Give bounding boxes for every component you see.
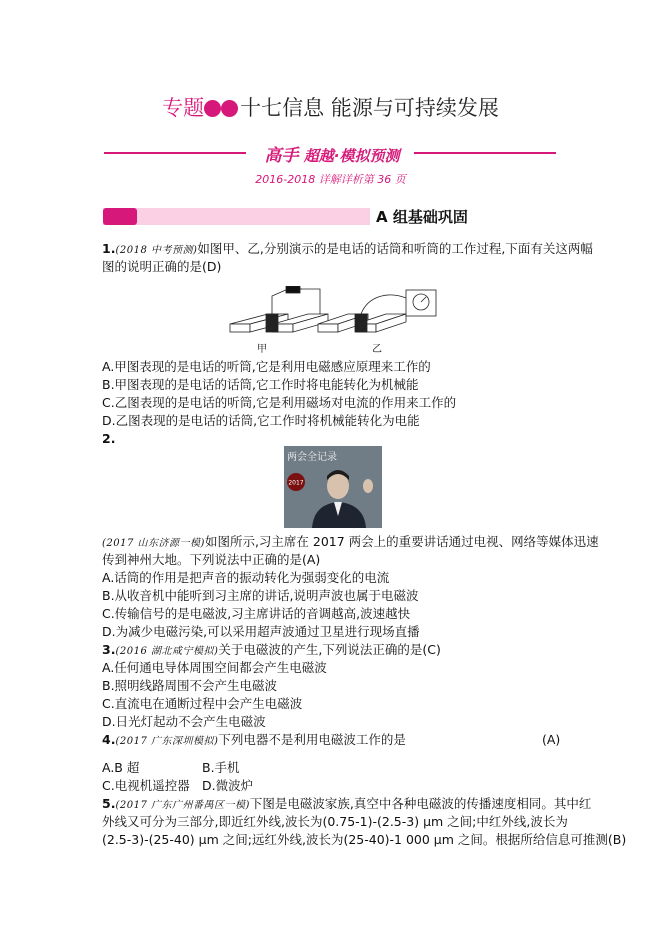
q3-option-b: B.照明线路周围不会产生电磁波: [102, 678, 278, 693]
q5-stem-line2: 外线又可分为三部分,即近红外线,波长为(0.75-1)-(2.5-3) μm 之间;中红外线,波长为: [102, 814, 568, 829]
q4-option-c: C.电视机遥控器: [102, 778, 190, 793]
banner-rule-right: [414, 152, 556, 154]
section-pill: [103, 208, 137, 225]
q1-option-d: D.乙图表现的是电话的话筒,它工作时将机械能转化为电能: [102, 413, 420, 428]
q1-stem-line2: 图的说明正确的是(D): [102, 259, 222, 274]
photo-caption: 两会全记录: [287, 452, 337, 463]
banner: [104, 141, 556, 166]
q4-option-b: B.手机: [202, 760, 240, 775]
photo-year: 2017: [288, 479, 304, 487]
news-photo: [284, 446, 382, 528]
banner-logo: 高手: [264, 146, 299, 166]
q3-option-a: A.任何通电导体周围空间都会产生电磁波: [102, 660, 327, 675]
q3-stem: 3.(2016 湖北咸宁模拟)关于电磁波的产生,下列说法正确的是(C): [102, 642, 441, 657]
title-dot-icon: [204, 100, 221, 117]
q5-stem-line3: (2.5-3)-(25-40) μm 之间;远红外线,波长为(25-40)-1 000 μm 之间。根据所给信息可推测(B): [102, 832, 627, 847]
q5-stem-line1: 5.(2017 广东广州番禺区一模)下图是电磁波家族,真空中各种电磁波的传播速度相同。其中红: [102, 796, 592, 811]
q2-stem-line2: 传到神州大地。下列说法中正确的是(A): [102, 552, 321, 567]
title-dot-icon: [221, 100, 238, 117]
q2-stem-line1: (2017 山东济源一模)如图所示,习主席在 2017 两会上的重要讲话通过电视、网络等媒体迅速: [102, 534, 599, 549]
q4-stem: 4.(2017 广东深圳模拟)下列电器不是利用电磁波工作的是: [102, 732, 406, 747]
q3-option-c: C.直流电在通断过程中会产生电磁波: [102, 696, 303, 711]
q2-option-b: B.从收音机中能听到习主席的讲话,说明声波也属于电磁波: [102, 588, 419, 603]
figure-yi: [318, 290, 436, 332]
title-text: 十七信息 能源与可持续发展: [240, 96, 499, 120]
q1-option-a: A.甲图表现的是电话的听筒,它是利用电磁感应原理来工作的: [102, 359, 431, 374]
q1-option-b: B.甲图表现的是电话的话筒,它工作时将电能转化为机械能: [102, 377, 419, 392]
banner-rule-left: [104, 152, 246, 154]
title-prefix: 专题: [162, 96, 205, 120]
answer-reference: 2016-2018 详解详析第 36 页: [255, 173, 406, 186]
figure-jia: [230, 286, 328, 332]
fig-label-yi: 乙: [372, 344, 382, 355]
page-title: [0, 92, 661, 122]
q1-stem-line1: 1.(2018 中考预测)如图甲、乙,分别演示的是电话的话筒和听筒的工作过程,下面有关这两幅: [102, 241, 593, 256]
fig-label-jia: 甲: [257, 344, 267, 355]
q2-number: 2.: [102, 431, 116, 446]
q2-option-a: A.话筒的作用是把声音的振动转化为强弱变化的电流: [102, 570, 390, 585]
section-label: A 组基础巩固: [376, 208, 468, 226]
q4-answer: (A): [542, 732, 561, 747]
q1-option-c: C.乙图表现的是电话的听筒,它是利用磁场对电流的作用来工作的: [102, 395, 457, 410]
q4-option-a: A.B 超: [102, 760, 140, 775]
q4-option-d: D.微波炉: [202, 778, 254, 793]
banner-text: 高手 超越·模拟预测: [264, 146, 400, 166]
q2-option-d: D.为减少电磁污染,可以采用超声波通过卫星进行现场直播: [102, 624, 420, 639]
q3-option-d: D.日光灯起动不会产生电磁波: [102, 714, 266, 729]
news-photo-art: [284, 446, 382, 528]
q2-option-c: C.传输信号的是电磁波,习主席讲话的音调越高,波速越快: [102, 606, 411, 621]
section-bar: [103, 208, 370, 225]
